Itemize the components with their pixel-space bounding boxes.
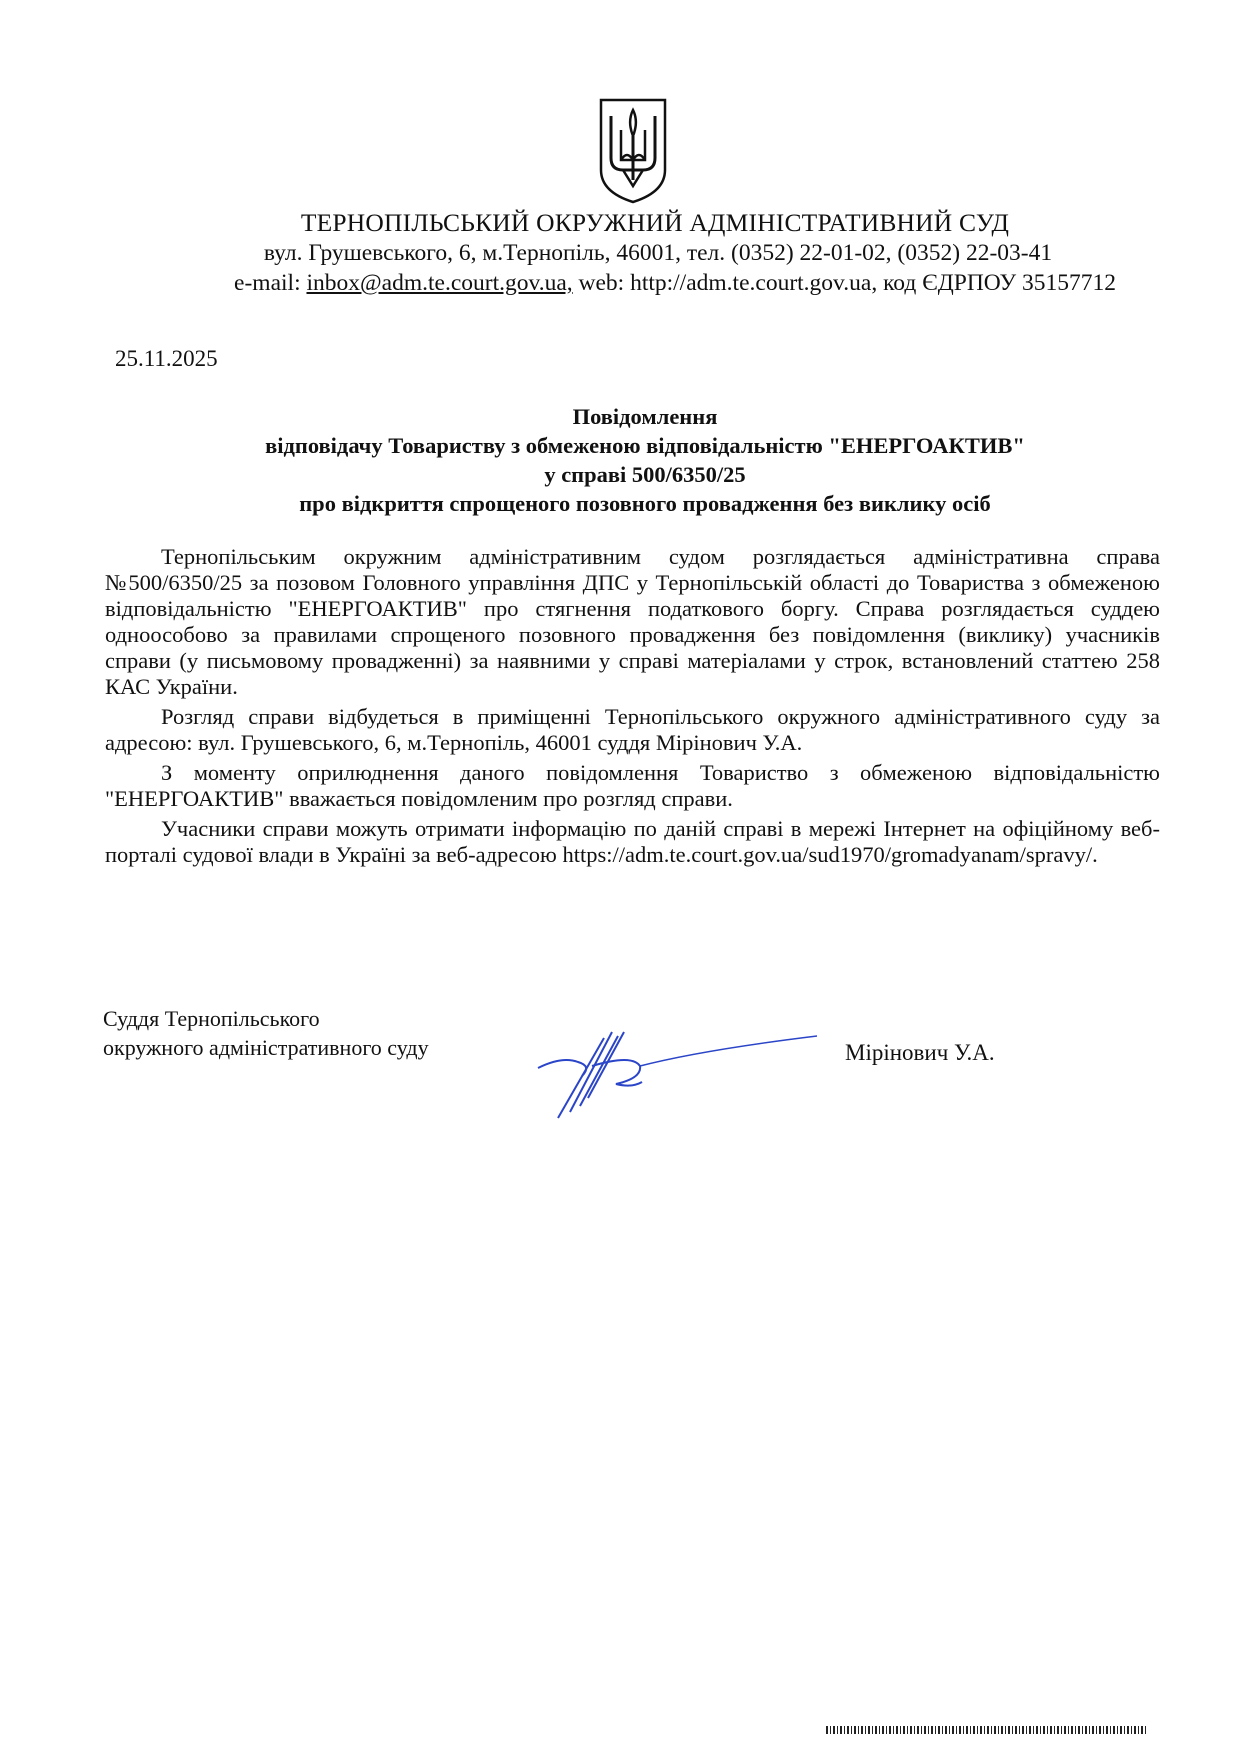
signatory-title-line-1: Суддя Тернопільського: [103, 1006, 320, 1031]
paragraph-notification: З моменту оприлюднення даного повідомлення Товариство з обмеженою відповідальністю "ЕНЕРГОАКТИВ" вважається повідомленим про розгляд справи.: [105, 760, 1160, 811]
court-contacts: [0, 270, 1240, 297]
email-label: e-mail:: [234, 270, 307, 296]
title-line-3: у справі 500/6350/25: [544, 462, 746, 487]
web-and-code: web: http://adm.te.court.gov.ua, код ЄДРПОУ 35157712: [572, 270, 1116, 296]
court-name: ТЕРНОПІЛЬСЬКИЙ ОКРУЖНИЙ АДМІНІСТРАТИВНИЙ СУД: [300, 208, 1010, 237]
title-line-2: відповідачу Товариству з обмеженою відповідальністю "ЕНЕРГОАКТИВ": [265, 433, 1025, 458]
handwritten-signature: [532, 1026, 822, 1126]
trident-coat-of-arms-icon: [597, 96, 669, 206]
notice-body: [105, 544, 1160, 868]
paragraph-hearing-location: Розгляд справи відбудеться в приміщенні Тернопільського окружного адміністративного суду за адресою: вул. Грушевського, 6, м.Тернопіль, 46001 суддя Мірінович У.А.: [105, 704, 1160, 755]
signatory-title-line-2: окружного адміністративного суду: [103, 1035, 429, 1060]
court-address: вул. Грушевського, 6, м.Тернопіль, 46001, тел. (0352) 22-01-02, (0352) 22-03-41: [263, 240, 1053, 266]
document-date: 25.11.2025: [115, 346, 218, 371]
email-link[interactable]: inbox@adm.te.court.gov.ua,: [306, 270, 573, 296]
notice-title: [0, 402, 1240, 518]
paragraph-case-description: Тернопільським окружним адміністративним судом розглядається адміністративна справа №500/6350/25 за позовом Головного управління ДПС у Тернопільській області до Товариства з обмеженою відповідальністю "ЕНЕРГОАКТИВ" про стягнення податкового боргу. Справа розглядається суддею одноособово за правилами спрощеного позовного провадження без повідомлення (виклику) учасників справи (у письмовому провадженні) за наявними у справі матеріалами у строк, встановлений статтею 258 КАС України.: [105, 544, 1160, 699]
signatory-title: [103, 1004, 429, 1062]
title-line-1: Повідомлення: [572, 404, 718, 429]
paragraph-online-info: Учасники справи можуть отримати інформацію по даній справі в мережі Інтернет на офіційному веб-порталі судової влади в Україні за веб-адресою https://adm.te.court.gov.ua/sud1970/gromadyanam/spravy/.: [105, 816, 1160, 867]
signatory-name: Мірінович У.А.: [845, 1040, 995, 1065]
document-barcode: [826, 1726, 1146, 1734]
title-line-4: про відкриття спрощеного позовного провадження без виклику осіб: [299, 491, 991, 516]
